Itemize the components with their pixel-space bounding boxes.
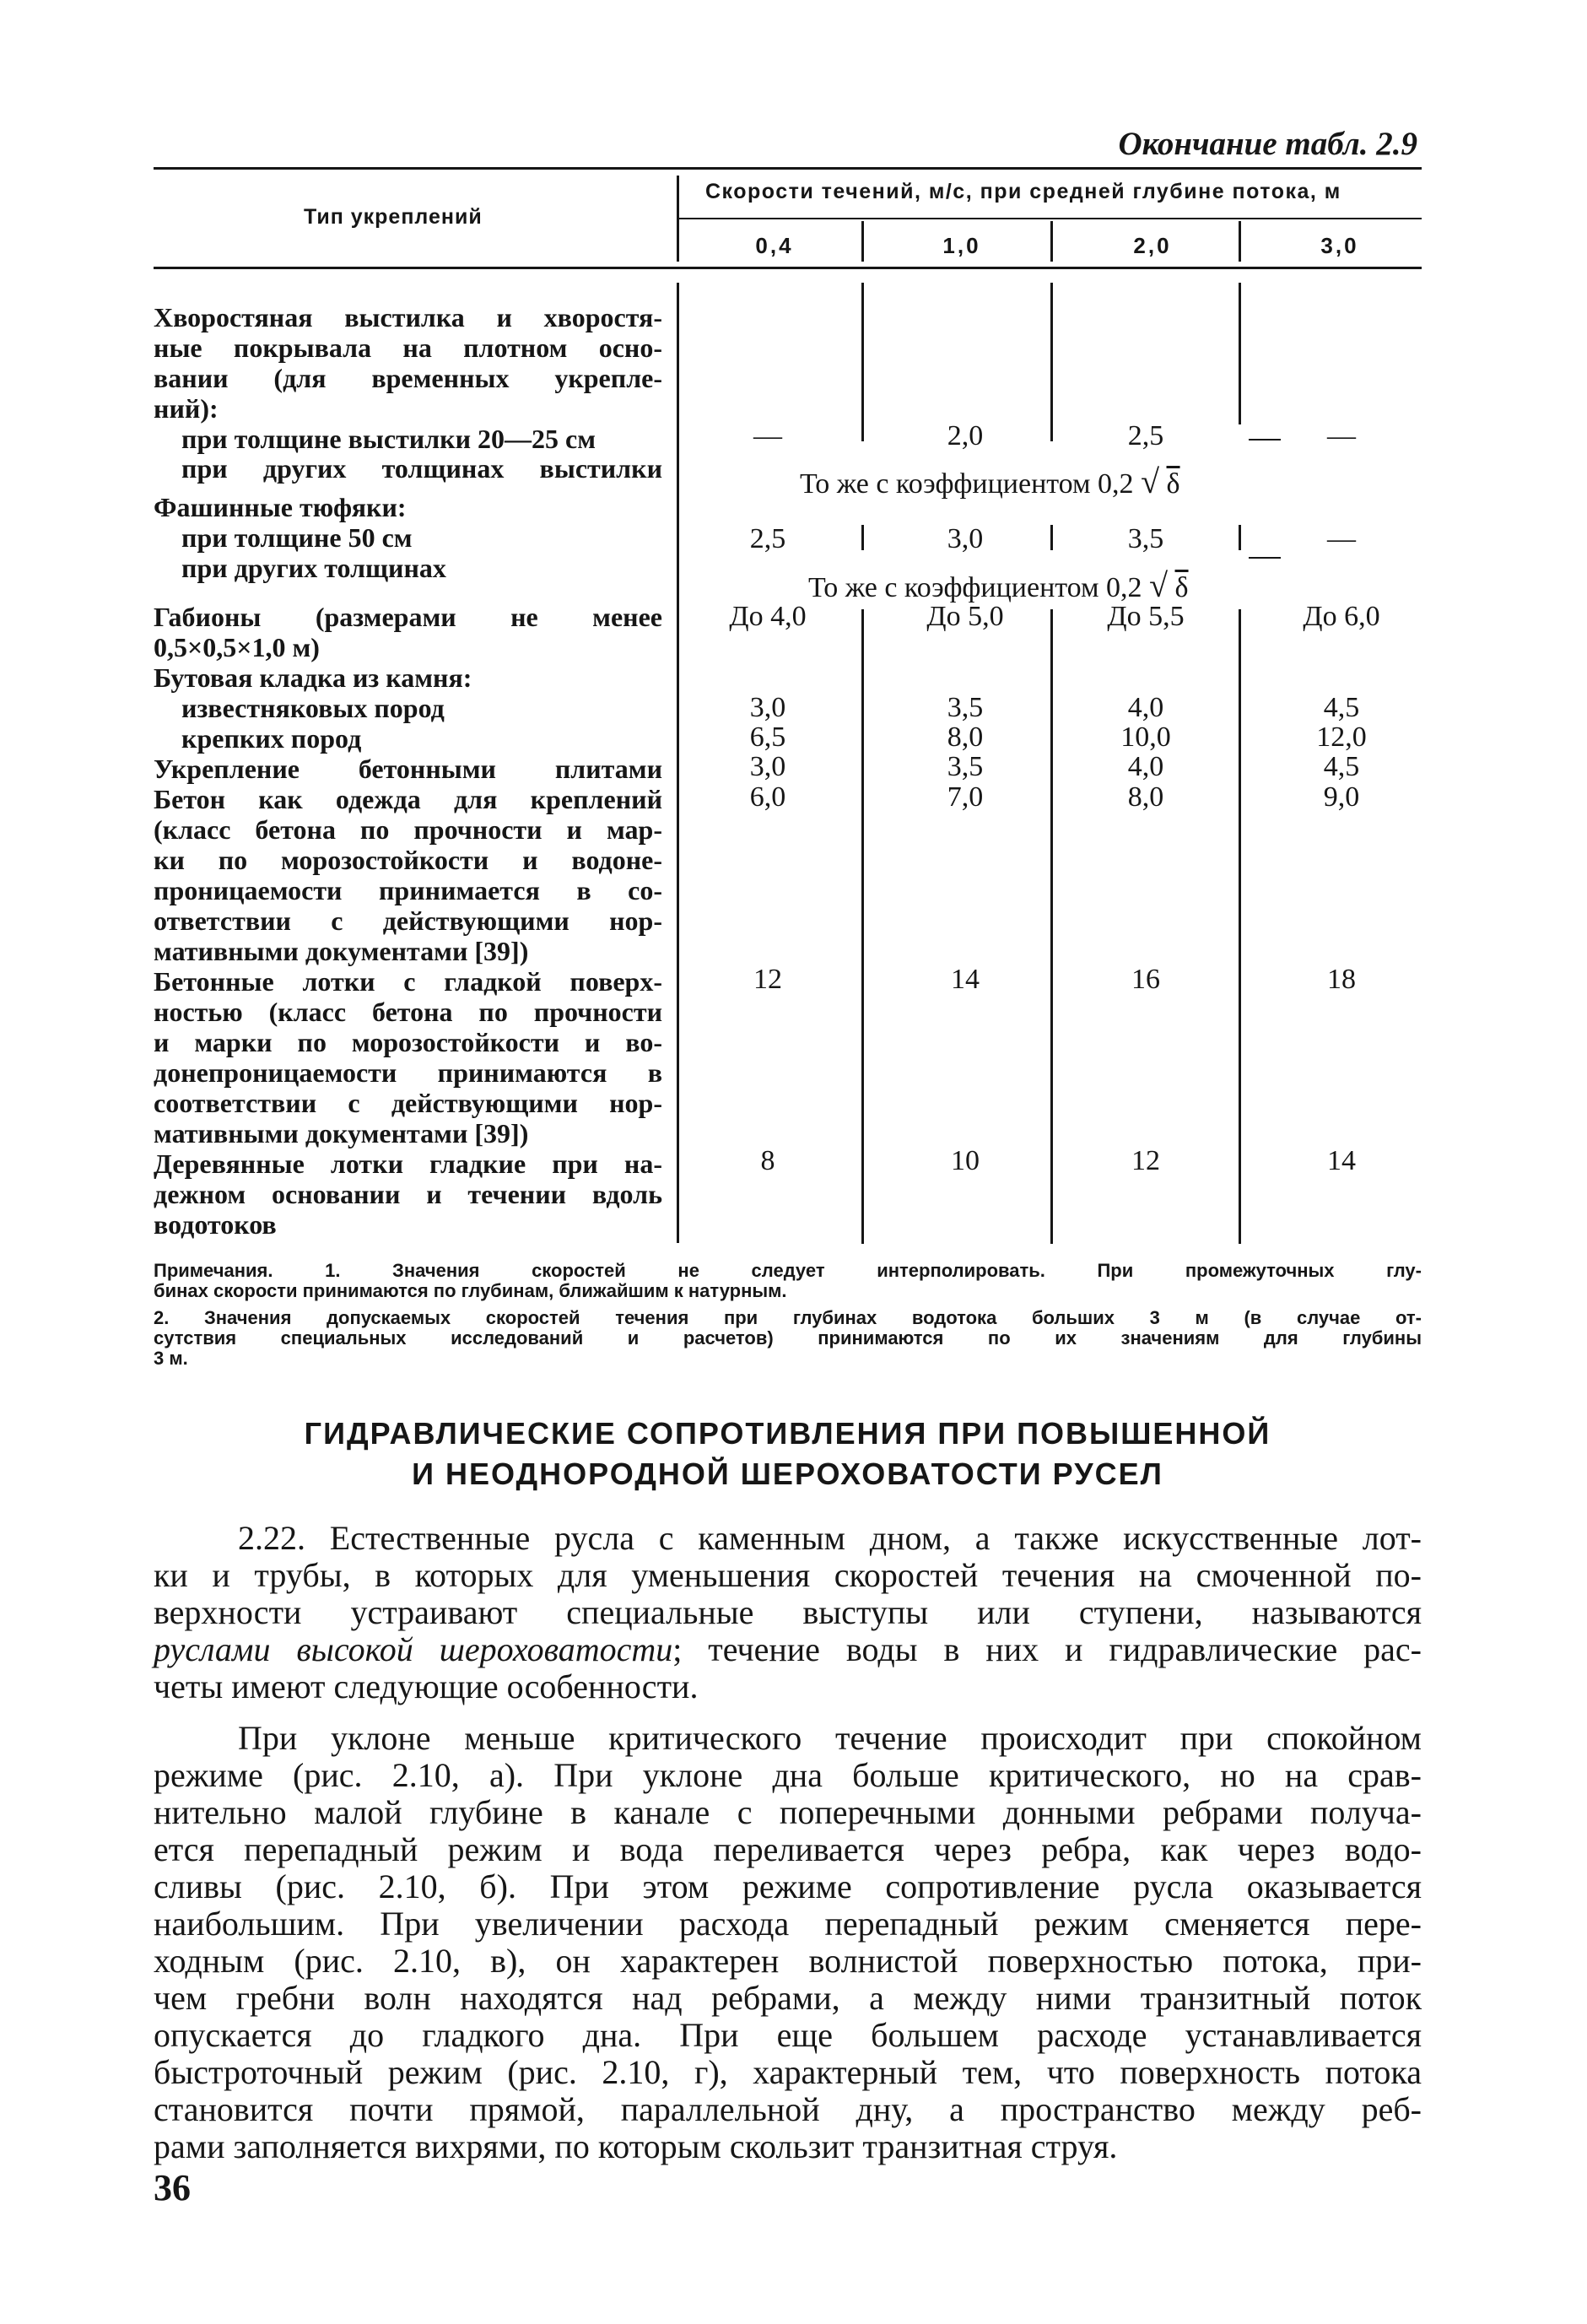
para2-line-8: чем гребни волн находятся над ребрами, а между ними транзитный поток [154, 1979, 1422, 2017]
cell-butovaya-sub2-1-0: 8,0 [947, 722, 984, 753]
row-label-lotki-derevo-1: Деревянные лотки гладкие при на- [154, 1148, 662, 1179]
span-note-fashina-text: То же с коэффициентом 0,2 [808, 572, 1142, 603]
cell-fashina-sub1-1-0: 3,0 [947, 523, 984, 554]
cell-beton-2-0: 8,0 [1127, 781, 1164, 813]
para1-line-1: 2.22. Естественные русла с каменным дном, а также искусственные лот- [238, 1519, 1422, 1557]
table-caption: Окончание табл. 2.9 [1118, 126, 1417, 162]
para2-line-6: наибольшим. При увеличении расхода перепадный режим сменяется пере- [154, 1905, 1422, 1943]
span-note-khvorost-delta: δ [1166, 468, 1180, 500]
cell-khvorost-sub1-2-0: 2,5 [1127, 420, 1164, 451]
row-label-beton-6: мативными документами [39]) [154, 936, 529, 966]
cell-beton-3-0: 9,0 [1323, 781, 1360, 813]
row-label-lotki-derevo-3: водотоков [154, 1209, 277, 1240]
row-label-plity: Укрепление бетонными плитами [154, 754, 662, 784]
row-label-khvorost-2: ные покрывала на плотном осно- [154, 332, 662, 363]
section-title-line-1: ГИДРАВЛИЧЕСКИЕ СОПРОТИВЛЕНИЯ ПРИ ПОВЫШЕННОЙ [304, 1416, 1271, 1451]
row-label-gabion-2: 0,5×0,5×1,0 м) [154, 632, 320, 662]
body-divider-type [677, 283, 679, 1243]
body-divider-3-b [1239, 525, 1241, 550]
cell-beton-0-4: 6,0 [749, 781, 786, 813]
cell-plity-3-0: 4,5 [1323, 751, 1360, 782]
cell-lotki-beton-1-0: 14 [951, 964, 980, 995]
header-bottom-rule [154, 267, 1422, 269]
cell-lotki-beton-3-0: 18 [1327, 964, 1356, 995]
body-divider-1-a [861, 283, 864, 441]
body-divider-1-b [861, 525, 864, 550]
cell-fashina-sub1-2-0: 3,5 [1127, 523, 1164, 554]
header-divider-1 [861, 221, 864, 262]
row-label-lotki-beton-3: и марки по морозостойкости и во- [154, 1027, 662, 1057]
header-velocity-group: Скорости течений, м/с, при средней глубине потока, м [705, 180, 1341, 203]
para2-line-2: режиме (рис. 2.10, а). При уклоне дна больше критического, но на срав- [154, 1756, 1422, 1794]
para2-line-5: сливы (рис. 2.10, б). При этом режиме сопротивление русла оказывается [154, 1867, 1422, 1905]
cell-fashina-sub1-3-0: — [1327, 523, 1356, 554]
row-label-beton-3: ки по морозостойкости и водоне- [154, 845, 662, 875]
row-label-fashina: Фашинные тюфяки: [154, 492, 407, 522]
sqrt-icon: √ [1149, 566, 1169, 604]
cell-plity-2-0: 4,0 [1127, 751, 1164, 782]
body-divider-2-a [1050, 283, 1053, 441]
sqrt-icon: √ [1141, 462, 1160, 500]
row-label-beton-2: (класс бетона по прочности и мар- [154, 814, 662, 845]
para2-line-3: нительно малой глубине в канале с поперечными донными ребрами получа- [154, 1793, 1422, 1831]
row-label-khvorost-4: ний): [154, 393, 219, 424]
cell-plity-1-0: 3,5 [947, 751, 984, 782]
body-divider-1-c [861, 609, 864, 1244]
sqrt-dash-2 [1249, 557, 1281, 559]
row-label-lotki-beton-1: Бетонные лотки с гладкой поверх- [154, 966, 662, 997]
body-divider-3-c [1239, 609, 1241, 1244]
row-label-butovaya-sub1: известняковых пород [181, 693, 445, 723]
header-depth-2-0: 2,0 [1133, 233, 1172, 258]
row-label-lotki-derevo-2: дежном основании и течении вдоль [154, 1179, 662, 1209]
header-depth-0-4: 0,4 [755, 233, 794, 258]
sqrt-dash-1 [1249, 439, 1281, 440]
cell-butovaya-sub1-2-0: 4,0 [1127, 692, 1164, 723]
row-label-khvorost-sub2: при других толщинах выстилки [181, 453, 662, 484]
cell-khvorost-sub1-3-0: — [1327, 420, 1356, 451]
para2-line-4: ется перепадный режим и вода переливается через ребра, как через водо- [154, 1830, 1422, 1868]
cell-gabion-1-0: До 5,0 [926, 601, 1004, 632]
para1-line-4-rest: ; течение воды в них и гидравлические рас- [672, 1630, 1422, 1668]
header-divider-3 [1239, 221, 1241, 262]
para2-line-12: рами заполняется вихрями, по которым скользит транзитная струя. [154, 2127, 1118, 2165]
para1-line-3: верхности устраивают специальные выступы или ступени, называются [154, 1593, 1422, 1631]
table-note-line-5: 3 м. [154, 1348, 188, 1369]
row-label-butovaya-sub2: крепких пород [181, 723, 362, 754]
row-label-khvorost-sub1: при толщине выстилки 20—25 см [181, 424, 596, 454]
table-note-line-4: сутствия специальных исследований и расчетов) принимаются по их значениям для глубины [154, 1327, 1422, 1348]
span-note-khvorost-text: То же с коэффициентом 0,2 [800, 468, 1134, 500]
table-note-line-1: Примечания. 1. Значения скоростей не следует интерполировать. При промежуточных глу- [154, 1260, 1422, 1281]
row-label-fashina-sub2: при других толщинах [181, 553, 446, 583]
para2-line-10: быстроточный режим (рис. 2.10, г), характерный тем, что поверхность потока [154, 2053, 1422, 2091]
body-divider-2-c [1050, 609, 1053, 1244]
page-number: 36 [154, 2167, 191, 2208]
para2-line-11: становится почти прямой, параллельной дну, а пространство между реб- [154, 2090, 1422, 2128]
para1-line-5: четы имеют следующие особенности. [154, 1667, 699, 1705]
cell-lotki-derevo-3-0: 14 [1327, 1145, 1356, 1176]
header-depth-1-0: 1,0 [942, 233, 981, 258]
row-label-lotki-beton-2: ностью (класс бетона по прочности [154, 997, 662, 1027]
row-label-butovaya: Бутовая кладка из камня: [154, 662, 472, 693]
cell-plity-0-4: 3,0 [749, 751, 786, 782]
cell-gabion-2-0: До 5,5 [1107, 601, 1185, 632]
header-group-rule [677, 218, 1422, 219]
row-label-beton-1: Бетон как одежда для креплений [154, 784, 662, 814]
body-divider-3-a [1239, 283, 1241, 424]
table-note-line-3: 2. Значения допускаемых скоростей течения при глубинах водотока больших 3 м (в случае от- [154, 1307, 1422, 1328]
cell-beton-1-0: 7,0 [947, 781, 984, 813]
row-label-fashina-sub1: при толщине 50 см [181, 522, 413, 553]
header-divider-type [677, 176, 679, 262]
cell-gabion-3-0: До 6,0 [1303, 601, 1380, 632]
para1-line-4 [154, 1631, 1422, 1668]
section-title-line-2: И НЕОДНОРОДНОЙ ШЕРОХОВАТОСТИ РУСЕЛ [412, 1457, 1163, 1491]
row-label-khvorost-1: Хворостяная выстилка и хворостя- [154, 302, 662, 332]
row-label-gabion-1: Габионы (размерами не менее [154, 602, 662, 632]
cell-lotki-derevo-1-0: 10 [951, 1145, 980, 1176]
cell-lotki-derevo-2-0: 12 [1131, 1145, 1160, 1176]
cell-butovaya-sub2-2-0: 10,0 [1120, 722, 1171, 753]
span-note-khvorost [800, 462, 1180, 501]
cell-fashina-sub1-0-4: 2,5 [749, 523, 786, 554]
header-type-of-reinforcement: Тип укреплений [304, 205, 483, 229]
cell-butovaya-sub1-0-4: 3,0 [749, 692, 786, 723]
table-top-rule [154, 167, 1422, 170]
header-depth-3-0: 3,0 [1320, 233, 1359, 258]
cell-lotki-derevo-0-4: 8 [760, 1145, 775, 1176]
span-note-fashina-delta: δ [1174, 572, 1189, 603]
para1-line-2: ки и трубы, в которых для уменьшения скоростей течения на смоченной по- [154, 1556, 1422, 1594]
cell-lotki-beton-2-0: 16 [1131, 964, 1160, 995]
row-label-beton-5: ответствии с действующими нор- [154, 905, 662, 936]
cell-butovaya-sub2-3-0: 12,0 [1316, 722, 1367, 753]
row-label-lotki-beton-4: донепроницаемости принимаются в [154, 1057, 662, 1088]
cell-lotki-beton-0-4: 12 [753, 964, 782, 995]
cell-gabion-0-4: До 4,0 [729, 601, 807, 632]
table-note-line-2: бинах скорости принимаются по глубинам, ближайшим к натурным. [154, 1280, 787, 1301]
row-label-beton-4: проницаемости принимается в со- [154, 875, 662, 905]
body-divider-2-b [1050, 525, 1053, 550]
cell-butovaya-sub2-0-4: 6,5 [749, 722, 786, 753]
para2-line-7: ходным (рис. 2.10, в), он характерен волнистой поверхностью потока, при- [154, 1942, 1422, 1980]
row-label-lotki-beton-6: мативными документами [39]) [154, 1118, 529, 1148]
para2-line-9: опускается до гладкого дна. При еще большем расходе устанавливается [154, 2016, 1422, 2054]
para1-italic-term: руслами высокой шероховатости [154, 1630, 673, 1668]
cell-khvorost-sub1-1-0: 2,0 [947, 420, 984, 451]
span-note-fashina [808, 565, 1189, 605]
cell-butovaya-sub1-3-0: 4,5 [1323, 692, 1360, 723]
row-label-lotki-beton-5: соответствии с действующими нор- [154, 1088, 662, 1118]
row-label-khvorost-3: вании (для временных укрепле- [154, 363, 662, 393]
cell-butovaya-sub1-1-0: 3,5 [947, 692, 984, 723]
cell-khvorost-sub1-0-4: — [753, 420, 782, 451]
header-divider-2 [1050, 221, 1053, 262]
para2-line-1: При уклоне меньше критического течение происходит при спокойном [238, 1719, 1422, 1757]
